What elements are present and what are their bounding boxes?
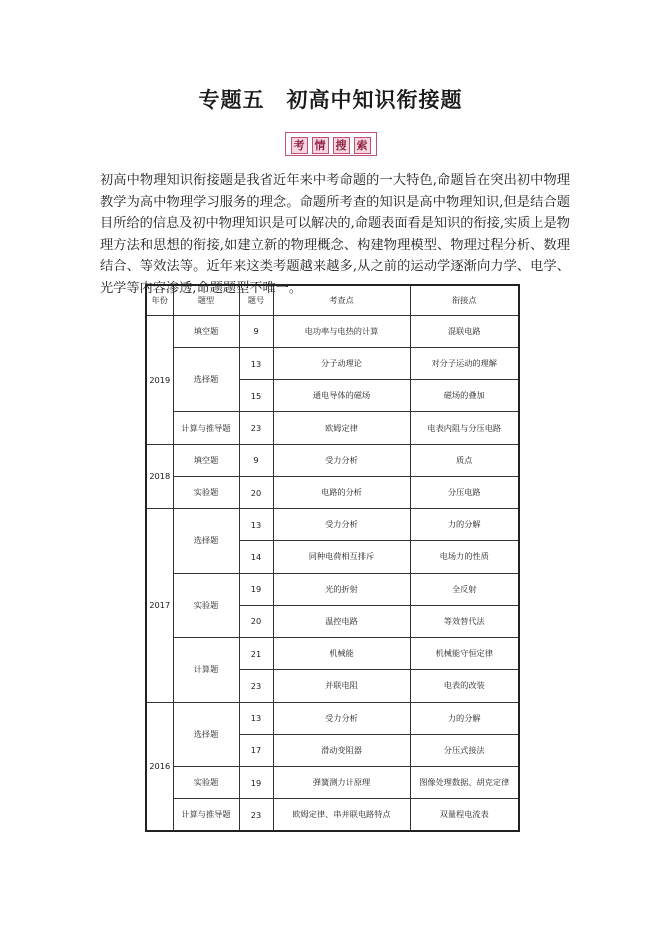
exam-table — [145, 284, 520, 832]
point-cell: 弹簧测力计原理 — [273, 767, 410, 799]
table-row — [146, 767, 519, 799]
point-cell: 受力分析 — [273, 702, 410, 734]
point-cell: 受力分析 — [273, 444, 410, 476]
number-cell: 19 — [239, 767, 273, 799]
banner-char: 考 — [291, 137, 308, 154]
point-cell: 滑动变阻器 — [273, 734, 410, 766]
page-title: 专题五 初高中知识衔接题 — [198, 87, 463, 112]
header-type: 题型 — [173, 285, 239, 315]
point-cell: 分子动理论 — [273, 347, 410, 379]
point-cell: 通电导体的磁场 — [273, 380, 410, 412]
link-cell: 机械能守恒定律 — [410, 638, 519, 670]
point-cell: 温控电路 — [273, 605, 410, 637]
type-cell: 选择题 — [173, 509, 239, 573]
type-cell: 计算与推导题 — [173, 412, 239, 444]
table-header-row — [146, 285, 519, 315]
banner-char: 索 — [354, 137, 371, 154]
point-cell: 电功率与电热的计算 — [273, 315, 410, 347]
number-cell: 17 — [239, 734, 273, 766]
header-point: 考查点 — [273, 285, 410, 315]
number-cell: 19 — [239, 573, 273, 605]
link-cell: 分压式接法 — [410, 734, 519, 766]
link-cell: 力的分解 — [410, 702, 519, 734]
link-cell: 电场力的性质 — [410, 541, 519, 573]
number-cell: 23 — [239, 799, 273, 831]
year-cell: 2019 — [146, 315, 173, 444]
number-cell: 20 — [239, 605, 273, 637]
link-cell: 分压电路 — [410, 476, 519, 508]
table-row — [146, 509, 519, 541]
number-cell: 21 — [239, 638, 273, 670]
table-row — [146, 444, 519, 476]
point-cell: 同种电荷相互排斥 — [273, 541, 410, 573]
point-cell: 受力分析 — [273, 509, 410, 541]
type-cell: 实验题 — [173, 476, 239, 508]
link-cell: 磁场的叠加 — [410, 380, 519, 412]
table-row — [146, 315, 519, 347]
point-cell: 光的折射 — [273, 573, 410, 605]
table-row — [146, 476, 519, 508]
year-cell: 2017 — [146, 509, 173, 702]
section-banner — [0, 132, 661, 156]
link-cell: 混联电路 — [410, 315, 519, 347]
table-row — [146, 347, 519, 379]
link-cell: 等效替代法 — [410, 605, 519, 637]
banner-char: 情 — [312, 137, 329, 154]
type-cell: 实验题 — [173, 573, 239, 637]
table-row — [146, 638, 519, 670]
header-year: 年份 — [146, 285, 173, 315]
link-cell: 电表内阻与分压电路 — [410, 412, 519, 444]
table-row — [146, 799, 519, 831]
type-cell: 填空题 — [173, 444, 239, 476]
number-cell: 15 — [239, 380, 273, 412]
intro-paragraph: 初高中物理知识衔接题是我省近年来中考命题的一大特色,命题旨在突出初中物理教学为高中物理学习服务的理念。命题所考查的知识是高中物理知识,但是结合题目所给的信息及初中物理知识是可以解决的,命题表面看是知识的衔接,实质上是物理方法和思想的衔接,如建立新的物理概念、构建物理模型、物理过程分析、数理结合、等效法等。近年来这类考题越来越多,从之前的运动学逐渐向力学、电学、光学等内容渗透,命题题型不唯一。 — [100, 173, 570, 296]
number-cell: 13 — [239, 347, 273, 379]
year-cell: 2018 — [146, 444, 173, 508]
number-cell: 13 — [239, 509, 273, 541]
number-cell: 13 — [239, 702, 273, 734]
link-cell: 电表的改装 — [410, 670, 519, 702]
number-cell: 23 — [239, 412, 273, 444]
point-cell: 欧姆定律 — [273, 412, 410, 444]
type-cell: 实验题 — [173, 767, 239, 799]
number-cell: 23 — [239, 670, 273, 702]
table-row — [146, 412, 519, 444]
point-cell: 电路的分析 — [273, 476, 410, 508]
header-number: 题号 — [239, 285, 273, 315]
type-cell: 选择题 — [173, 347, 239, 411]
header-link: 衔接点 — [410, 285, 519, 315]
link-cell: 对分子运动的理解 — [410, 347, 519, 379]
link-cell: 双量程电流表 — [410, 799, 519, 831]
banner-char: 搜 — [333, 137, 350, 154]
number-cell: 9 — [239, 444, 273, 476]
link-cell: 图像处理数据、胡克定律 — [410, 767, 519, 799]
number-cell: 20 — [239, 476, 273, 508]
point-cell: 欧姆定律、串并联电路特点 — [273, 799, 410, 831]
type-cell: 计算题 — [173, 638, 239, 702]
table-row — [146, 702, 519, 734]
type-cell: 计算与推导题 — [173, 799, 239, 831]
type-cell: 选择题 — [173, 702, 239, 766]
number-cell: 9 — [239, 315, 273, 347]
number-cell: 14 — [239, 541, 273, 573]
year-cell: 2016 — [146, 702, 173, 831]
type-cell: 填空题 — [173, 315, 239, 347]
link-cell: 力的分解 — [410, 509, 519, 541]
link-cell: 全反射 — [410, 573, 519, 605]
point-cell: 机械能 — [273, 638, 410, 670]
table-row — [146, 573, 519, 605]
point-cell: 并联电阻 — [273, 670, 410, 702]
link-cell: 质点 — [410, 444, 519, 476]
